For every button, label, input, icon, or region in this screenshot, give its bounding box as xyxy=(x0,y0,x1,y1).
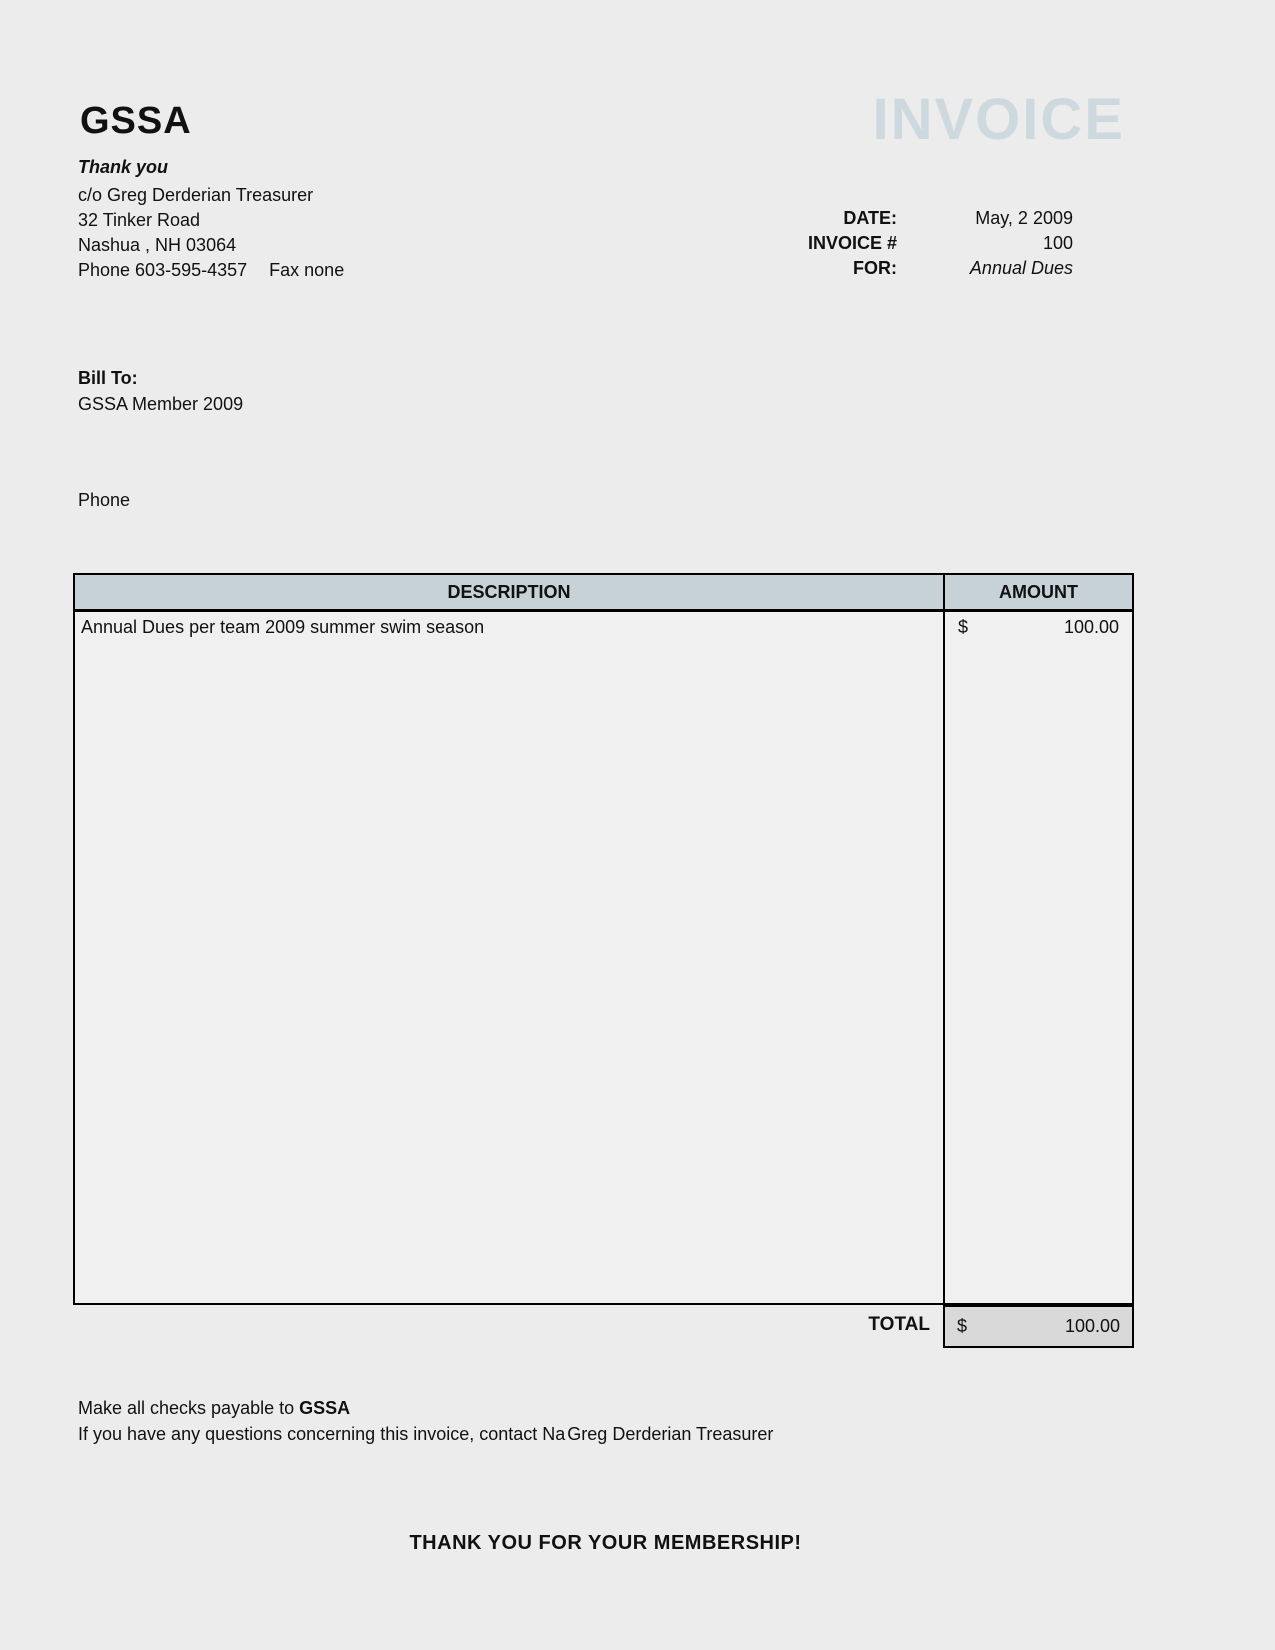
company-fax: Fax none xyxy=(269,260,345,280)
table-row xyxy=(75,612,1132,1303)
date-label: DATE: xyxy=(843,208,897,228)
meta-row-for xyxy=(600,256,1073,281)
description-column-header: DESCRIPTION xyxy=(75,575,945,609)
line-item-amount-cell xyxy=(945,612,1132,1303)
thank-you-message: THANK YOU FOR YOUR MEMBERSHIP! xyxy=(409,1532,802,1554)
invoice-number-label: INVOICE # xyxy=(807,233,897,253)
line-items-table xyxy=(73,573,1134,1305)
currency-symbol: $ xyxy=(958,617,969,637)
for-value: Annual Dues xyxy=(969,258,1073,278)
line-item-description: Annual Dues per team 2009 summer swim season xyxy=(75,612,945,1303)
total-amount: 100.00 xyxy=(1064,1316,1120,1336)
total-amount-cell xyxy=(943,1305,1134,1348)
total-label: TOTAL xyxy=(868,1314,930,1335)
address-line-3: Nashua , NH 03064 xyxy=(78,235,237,255)
invoice-meta-block xyxy=(600,206,1073,281)
address-line-2: 32 Tinker Road xyxy=(78,210,201,230)
line-item-amount: 100.00 xyxy=(1063,617,1119,637)
address-line-1: c/o Greg Derderian Treasurer xyxy=(78,185,314,205)
amount-column-header: AMOUNT xyxy=(999,581,1078,602)
company-phone: Phone 603-595-4357 xyxy=(78,260,248,280)
total-currency-symbol: $ xyxy=(957,1316,968,1336)
questions-contact-name: Greg Derderian Treasurer xyxy=(567,1424,774,1444)
invoice-watermark-title: INVOICE xyxy=(872,87,1125,152)
company-name: GSSA xyxy=(80,100,192,142)
for-label: FOR: xyxy=(853,258,897,278)
table-header-row xyxy=(75,575,1132,612)
meta-row-invoice-number xyxy=(600,231,1073,256)
company-address-block xyxy=(78,183,344,283)
questions-text: If you have any questions concerning this invoice, contact Na xyxy=(78,1424,566,1444)
company-tagline: Thank you xyxy=(78,157,169,177)
meta-row-date xyxy=(600,206,1073,231)
date-value: May, 2 2009 xyxy=(975,208,1073,228)
invoice-number-value: 100 xyxy=(1042,233,1073,253)
phone-fax-line xyxy=(78,258,344,283)
checks-payable-text: Make all checks payable to xyxy=(78,1398,300,1418)
checks-payee: GSSA xyxy=(299,1398,351,1418)
checks-payable-line xyxy=(78,1398,350,1419)
questions-line xyxy=(78,1424,773,1445)
bill-to-phone-label: Phone xyxy=(78,490,131,510)
bill-to-label: Bill To: xyxy=(78,368,138,388)
bill-to-name: GSSA Member 2009 xyxy=(78,394,244,414)
